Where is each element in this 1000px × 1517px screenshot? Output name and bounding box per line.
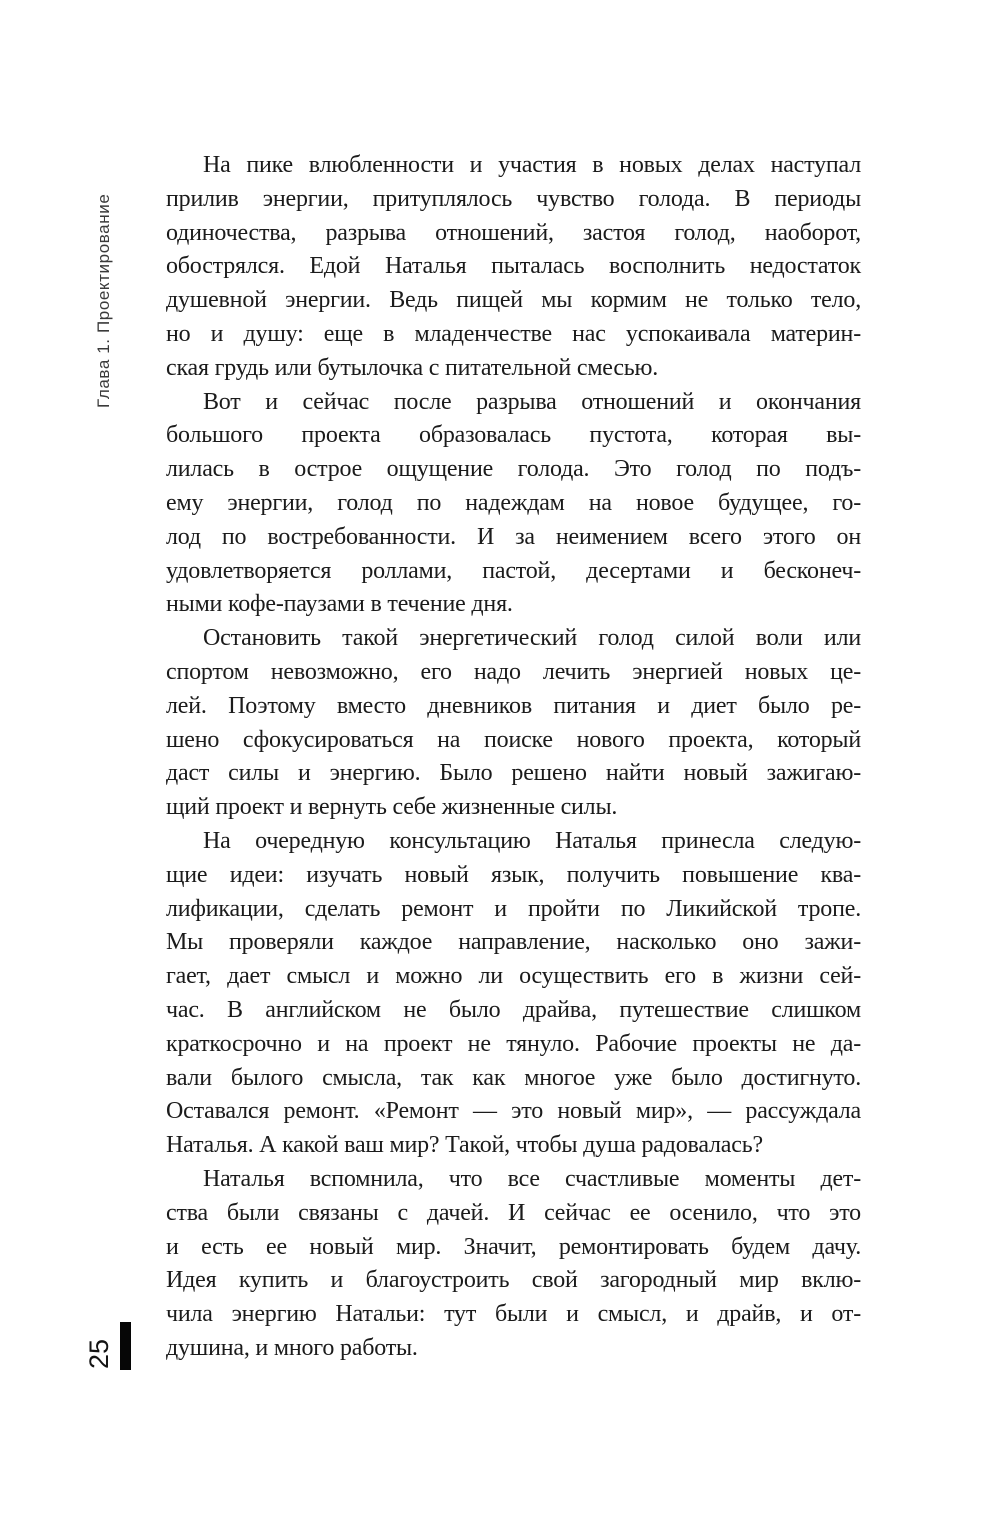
text-line: Мы проверяли каждое направление, насколько оно зажи- <box>166 929 861 956</box>
text-line: одиночества, разрыва отношений, застоя голод, наоборот, <box>166 219 861 246</box>
text-line: ему энергии, голод по надеждам на новое будущее, го- <box>166 489 861 516</box>
text-line: На пике влюбленности и участия в новых делах наступал <box>203 152 861 178</box>
chapter-vertical-label: Глава 1. Проектирование <box>94 193 113 408</box>
text-line: Вот и сейчас после разрыва отношений и окончания <box>203 388 861 415</box>
text-line: шено сфокусироваться на поиске нового проекта, который <box>166 726 861 753</box>
text-line: ства были связаны с дачей. И сейчас ее осенило, что это <box>166 1199 861 1226</box>
text-line: чила энергию Натальи: тут были и смысл, и драйв, и от- <box>166 1301 861 1328</box>
text-line: Наталья вспомнила, что все счастливые моменты дет- <box>203 1165 861 1192</box>
text-line: лод по востребованности. И за неимением всего этого он <box>166 523 861 550</box>
page-number-bar <box>120 1322 131 1370</box>
text-line: Идея купить и благоустроить свой загородный мир вклю- <box>166 1267 861 1294</box>
text-line: удовлетворяется роллами, пастой, десертами и бесконеч- <box>166 557 861 584</box>
text-line: лей. Поэтому вместо дневников питания и диет было ре- <box>166 692 861 719</box>
text-line: обострялся. Едой Наталья пыталась восполнить недостаток <box>166 253 861 280</box>
paragraph <box>166 386 861 623</box>
text-line: спортом невозможно, его надо лечить энергией новых це- <box>166 658 861 685</box>
text-line: ными кофе-паузами в течение дня. <box>166 591 513 618</box>
text-line: Остановить такой энергетический голод силой воли или <box>203 625 861 652</box>
text-line: лификации, сделать ремонт и пройти по Ликийской тропе. <box>166 895 861 922</box>
text-line: щий проект и вернуть себе жизненные силы. <box>166 794 618 821</box>
text-line: большого проекта образовалась пустота, которая вы- <box>166 422 861 449</box>
text-line: Наталья. А какой ваш мир? Такой, чтобы душа радовалась? <box>166 1132 763 1159</box>
paragraph <box>166 622 861 825</box>
text-line: даст силы и энергию. Было решено найти новый зажигаю- <box>166 760 861 787</box>
text-line: и есть ее новый мир. Значит, ремонтировать будем дачу. <box>166 1233 861 1260</box>
text-line: душина, и много работы. <box>166 1334 418 1361</box>
text-line: час. В английском не было драйва, путешествие слишком <box>166 996 861 1023</box>
paragraph <box>166 149 861 386</box>
text-line: вали былого смысла, так как многое уже было достигнуто. <box>166 1064 861 1091</box>
page-number: 25 <box>84 1338 114 1369</box>
text-line: лилась в острое ощущение голода. Это голод по подъ- <box>166 456 861 483</box>
text-line: душевной энергии. Ведь пищей мы кормим не только тело, <box>166 287 861 314</box>
text-line: ская грудь или бутылочка с питательной смесью. <box>166 354 659 381</box>
text-line: Оставался ремонт. «Ремонт — это новый мир», — рассуждала <box>166 1098 861 1125</box>
text-line: На очередную консультацию Наталья принесла следую- <box>203 827 861 854</box>
text-line: щие идеи: изучать новый язык, получить повышение ква- <box>166 861 861 888</box>
text-line: прилив энергии, притуплялось чувство голода. В периоды <box>166 185 861 212</box>
text-line: краткосрочно и на проект не тянуло. Рабочие проекты не да- <box>166 1030 861 1057</box>
text-line: но и душу: еще в младенчестве нас успокаивала материн- <box>166 320 861 347</box>
text-line: гает, дает смысл и можно ли осуществить его в жизни сей- <box>166 963 861 990</box>
paragraph <box>166 825 861 1163</box>
body-text-column <box>166 149 861 1366</box>
paragraph <box>166 1163 861 1366</box>
